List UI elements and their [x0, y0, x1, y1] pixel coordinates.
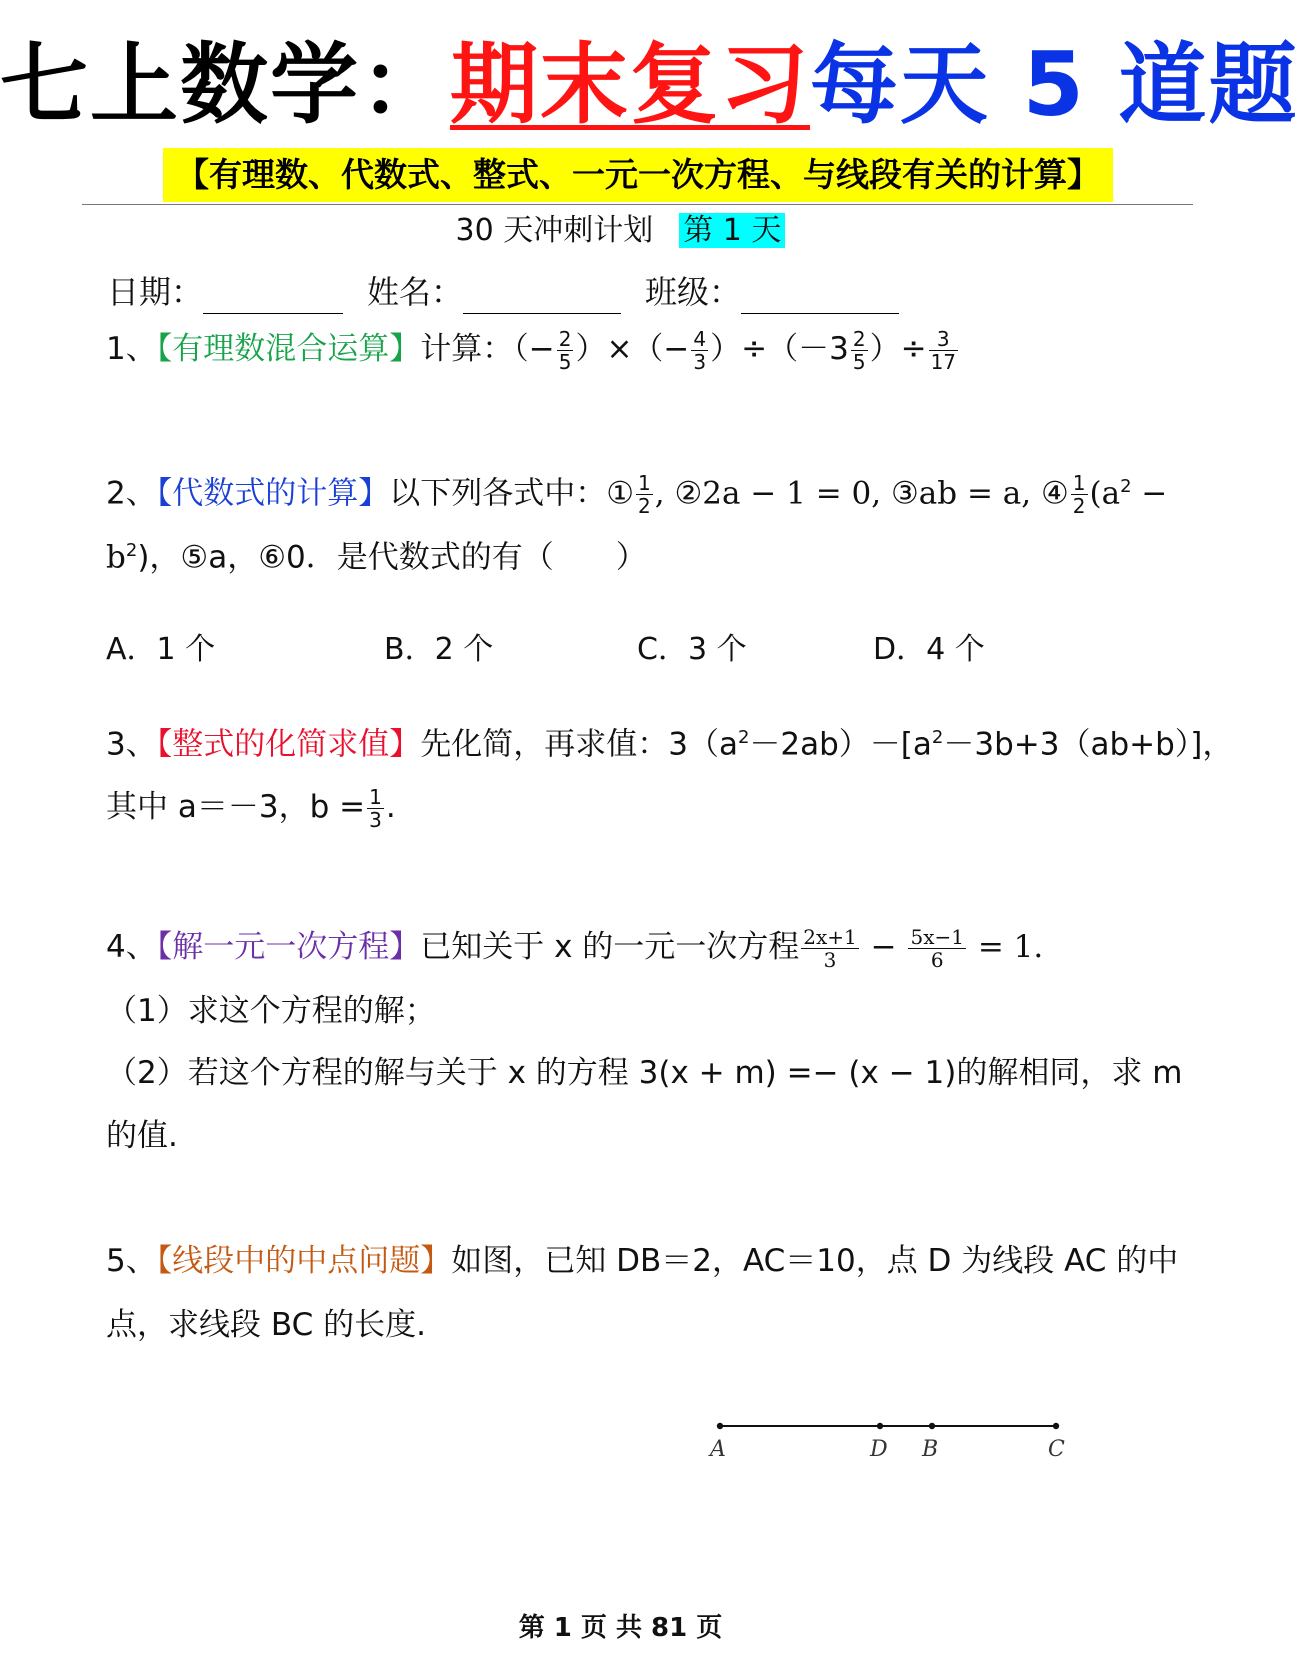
point-a-dot	[717, 1423, 723, 1429]
day-badge: 第 1 天	[679, 213, 785, 248]
plan-line	[0, 209, 1241, 253]
q4-part-2-end: 的值.	[106, 1118, 178, 1154]
q4-part-1: （1）求这个方程的解；	[106, 993, 436, 1029]
q3-number: 3、	[106, 726, 157, 763]
class-label: 班级：	[645, 273, 742, 311]
q2-number: 2、	[106, 475, 157, 512]
q5-number: 5、	[106, 1243, 157, 1279]
title-part-subject: 七上数学：	[0, 33, 451, 136]
q3-exponent-2: 2	[931, 727, 944, 748]
q1-fraction-4: $\frac{3}{17}$	[930, 327, 957, 374]
date-blank[interactable]	[203, 279, 343, 314]
point-b-label: B	[922, 1437, 939, 1462]
question-5	[106, 1238, 1178, 1284]
q3-expr-mid: －2ab）－[a	[749, 726, 932, 763]
info-fields	[107, 270, 923, 314]
divider	[82, 204, 1193, 205]
q3-expr-tail: －3b+3（ab+b）]，	[943, 726, 1234, 763]
question-1	[106, 326, 960, 373]
q2-expr-tail: (a	[1089, 475, 1121, 512]
q2-exponent-2: 2	[125, 540, 138, 561]
q1-expr-4: ）÷	[869, 331, 927, 367]
q5-tag: 【线段中的中点问题】	[156, 1243, 452, 1279]
topics-banner: 【有理数、代数式、整式、一元一次方程、与线段有关的计算】	[163, 148, 1113, 202]
q3-fraction: $\frac{1}{3}$	[369, 785, 382, 832]
q4-number: 4、	[106, 929, 157, 965]
plan-text: 30 天冲刺计划	[455, 213, 654, 248]
point-b-dot	[929, 1423, 935, 1429]
q2-expr-tail-minus: −	[1131, 475, 1168, 512]
q4-minus: −	[860, 929, 907, 965]
page-footer: 第 1 页 共 81 页	[518, 1613, 723, 1643]
q3-lead: 先化简，再求值：3（a	[420, 726, 738, 763]
class-blank[interactable]	[741, 279, 899, 314]
title-part-daily: 每天 5 道题	[810, 33, 1299, 136]
point-d-dot	[877, 1423, 883, 1429]
q2-lead: 以下列各式中：①	[389, 475, 635, 512]
point-c-dot	[1053, 1423, 1059, 1429]
question-2	[106, 464, 1167, 517]
segment-diagram	[710, 1412, 1080, 1492]
point-d-label: D	[870, 1437, 888, 1462]
q1-fraction-2: $\frac{4}{3}$	[693, 327, 707, 374]
q3-tag: 【整式的化简求值】	[156, 726, 421, 763]
q3-period: .	[385, 789, 396, 825]
question-3-line-2	[106, 784, 396, 831]
q5-lead: 如图，已知 DB＝2，AC＝10，点 D 为线段 AC 的中	[451, 1243, 1179, 1279]
q1-number: 1、	[106, 331, 157, 367]
question-3	[106, 715, 1233, 767]
q4-part-2: （2）若这个方程的解与关于 x 的方程 3(x + m) =− (x − 1)的解相同，求 m	[106, 1055, 1183, 1091]
q4-equals: = 1.	[967, 929, 1044, 965]
title-part-review: 期末复习	[450, 33, 811, 136]
question-5-line-2: 点，求线段 BC 的长度.	[106, 1307, 426, 1343]
q2-option-c[interactable]: C．3 个	[637, 632, 747, 667]
date-label: 日期：	[107, 273, 204, 311]
name-label: 姓名：	[367, 273, 464, 311]
q2-option-a[interactable]: A．1 个	[106, 632, 216, 667]
q1-expr-1: （−	[513, 331, 555, 367]
q3-given: 其中 a＝－3，b =	[106, 789, 366, 825]
q1-lead: 计算：	[420, 331, 514, 367]
q2-option-b[interactable]: B．2 个	[384, 632, 494, 667]
question-2-line-2	[106, 528, 647, 580]
question-4	[106, 924, 1043, 971]
q3-exponent-1: 2	[737, 727, 750, 748]
q2-option-d[interactable]: D．4 个	[873, 632, 985, 667]
q2-expr-mid: , ②2a − 1 = 0, ③ab = a, ④	[654, 475, 1069, 512]
q2-fraction-2: $\frac{1}{2}$	[1072, 471, 1086, 519]
page-title	[0, 30, 1299, 140]
q4-fraction-2: $\frac{5x-1}{6}$	[910, 925, 964, 972]
q1-fraction-1: $\frac{2}{5}$	[558, 327, 572, 374]
point-a-label: A	[710, 1437, 726, 1462]
q1-tag: 【有理数混合运算】	[156, 331, 421, 367]
q2-fraction-1: $\frac{1}{2}$	[638, 471, 651, 519]
point-c-label: C	[1048, 1437, 1065, 1462]
q2-exponent-1: 2	[1120, 476, 1132, 497]
name-blank[interactable]	[463, 279, 621, 314]
q2-rest: )，⑤a，⑥0．是代数式的有（ ）	[137, 539, 647, 576]
q4-lead: 已知关于 x 的一元一次方程	[420, 929, 800, 965]
q4-fraction-1: $\frac{2x+1}{3}$	[803, 925, 857, 972]
q1-expr-3: ）÷（－3	[710, 331, 849, 367]
q2-tag: 【代数式的计算】	[156, 475, 390, 512]
q2-b: b	[106, 539, 126, 576]
q1-expr-2: ）×（−	[575, 331, 690, 367]
q4-tag: 【解一元一次方程】	[156, 929, 421, 965]
q1-fraction-3: $\frac{2}{5}$	[852, 327, 866, 374]
